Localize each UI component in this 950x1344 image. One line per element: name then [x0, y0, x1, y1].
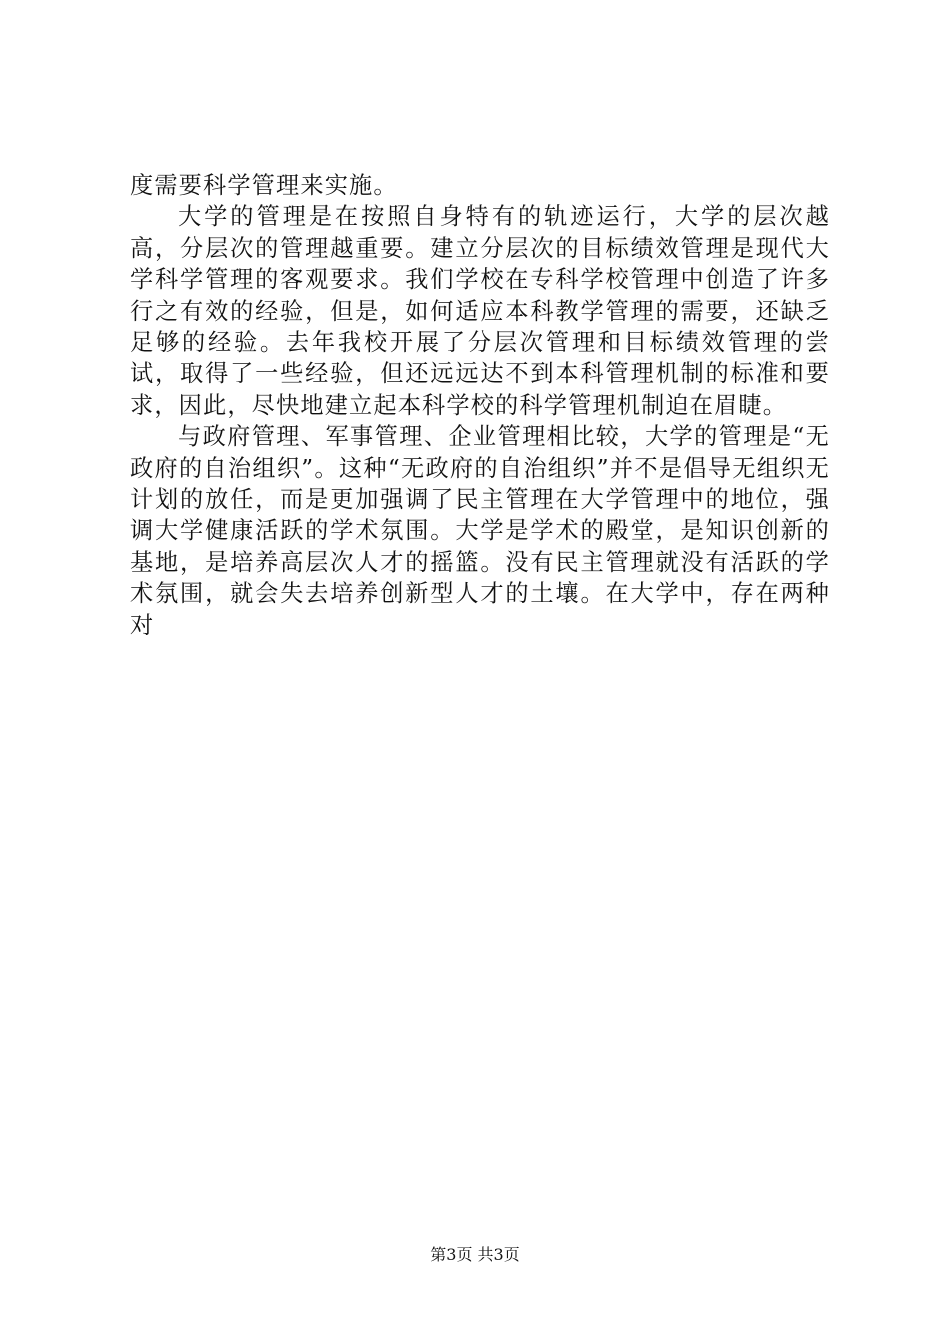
paragraph-continuation: 度需要科学管理来实施。	[130, 172, 398, 199]
paragraph-hierarchical-management: 大学的管理是在按照自身特有的轨迹运行，大学的层次越高，分层次的管理越重要。建立分层次的目标绩效管理是现代大学科学管理的客观要求。我们学校在专科学校管理中创造了许多行之有效的经验，但是，如何适应本科教学管理的需要，还缺乏足够的经验。去年我校开展了分层次管理和目标绩效管理的尝试，取得了一些经验，但还远远达不到本科管理机制的标准和要求，因此，尽快地建立起本科学校的科学管理机制迫在眉睫。	[130, 203, 830, 419]
document-body	[130, 170, 830, 641]
paragraph-democratic-management: 与政府管理、军事管理、企业管理相比较，大学的管理是“无政府的自治组织”。这种“无政府的自治组织”并不是倡导无组织无计划的放任，而是更加强调了民主管理在大学管理中的地位，强调大学健康活跃的学术氛围。大学是学术的殿堂，是知识创新的基地，是培养高层次人才的摇篮。没有民主管理就没有活跃的学术氛围，就会失去培养创新型人才的土壤。在大学中，存在两种对	[130, 423, 830, 639]
page-footer: 第3页 共3页	[430, 1245, 520, 1264]
